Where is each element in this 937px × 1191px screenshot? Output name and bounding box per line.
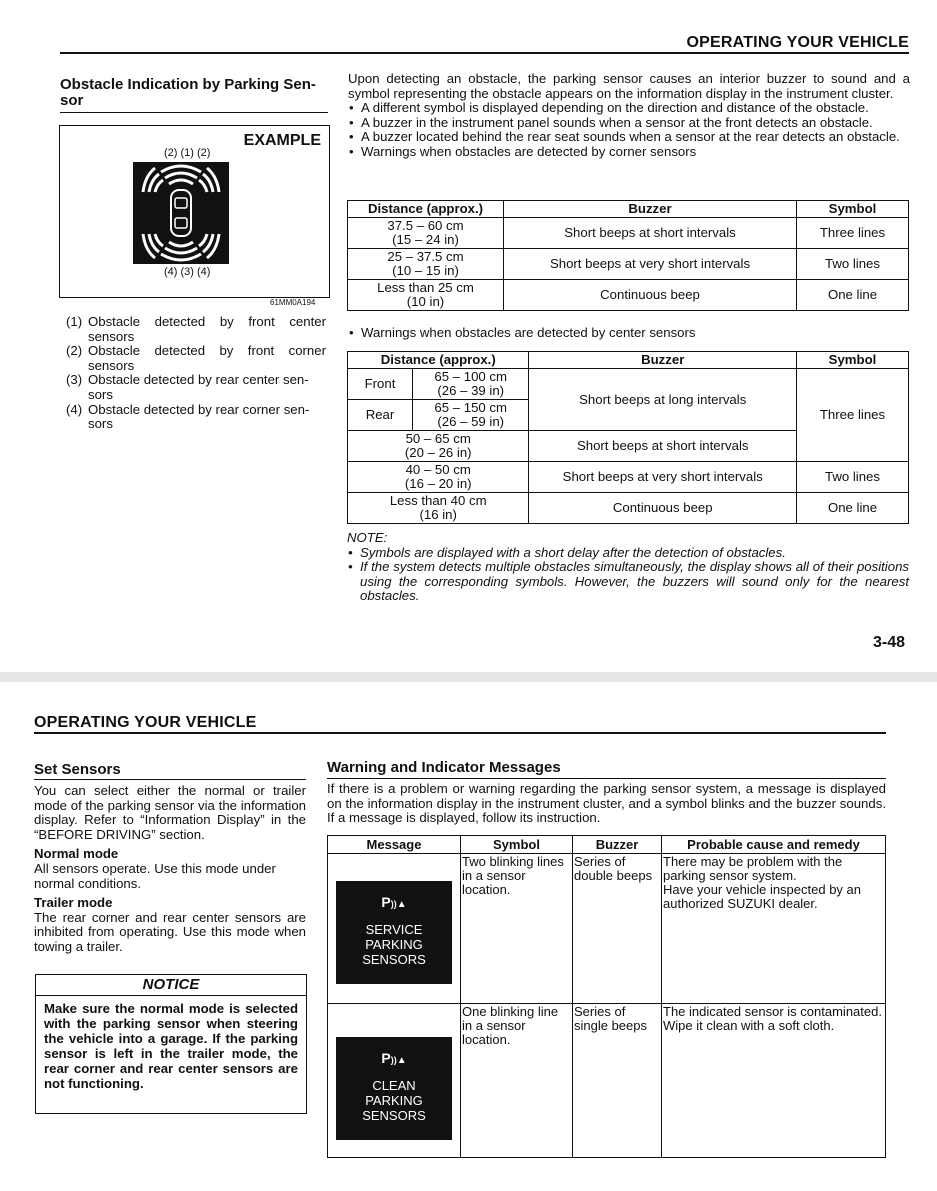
header-rule <box>34 732 886 734</box>
table-cell: Two lines <box>797 462 909 493</box>
message-cell <box>328 854 461 1004</box>
table-cell: One line <box>797 493 909 524</box>
normal-mode-title: Normal mode <box>34 846 119 862</box>
table-cell: 50 – 65 cm (20 – 26 in) <box>348 431 529 462</box>
symbol-cell: Two blinking lines in a sensor location. <box>461 854 573 1004</box>
intro-paragraph: Upon detecting an obstacle, the parking sensor causes an interior buzzer to sound and a symbol representing the obstacle appears on the information display in the instrument cluster. <box>348 71 910 101</box>
table-cell: Three lines <box>797 218 909 249</box>
section-rule <box>327 778 886 779</box>
manual-page-next <box>0 682 937 1191</box>
example-figure <box>59 125 330 298</box>
trailer-mode-title: Trailer mode <box>34 895 113 911</box>
bullet-item: • Warnings when obstacles are detected by corner sensors <box>348 145 910 160</box>
note-label: NOTE: <box>347 530 388 545</box>
legend-list <box>66 315 326 432</box>
bullet-item: • A different symbol is displayed depending on the direction and distance of the obstacle. <box>348 101 910 116</box>
table-cell: Front <box>348 369 413 400</box>
table-cell: Three lines <box>797 369 909 462</box>
table-cell: 25 – 37.5 cm (10 – 15 in) <box>348 249 504 280</box>
col-header: Distance (approx.) <box>348 201 504 218</box>
set-sensors-body <box>34 784 306 955</box>
col-header: Message <box>328 836 461 854</box>
table-row <box>328 1004 886 1158</box>
table-cell: 40 – 50 cm (16 – 20 in) <box>348 462 529 493</box>
figure-code: 61MM0A194 <box>270 298 316 307</box>
table-cell: Short beeps at very short intervals <box>529 462 797 493</box>
col-header: Buzzer <box>504 201 797 218</box>
bottom-callouts: (4) (3) (4) <box>164 266 211 278</box>
section-title: Obstacle Indication by Parking Sen- sor <box>60 76 316 109</box>
center-sensor-table <box>347 351 909 524</box>
remedy-cell: The indicated sensor is contaminated. Wipe it clean with a soft cloth. <box>662 1004 886 1158</box>
table-cell: One line <box>797 280 909 311</box>
table-cell: Less than 40 cm (16 in) <box>348 493 529 524</box>
table-cell: 65 – 100 cm (26 – 39 in) <box>413 369 529 400</box>
note-item: • Symbols are displayed with a short delay after the detection of obstacles. <box>347 546 909 561</box>
table-cell: 65 – 150 cm (26 – 59 in) <box>413 400 529 431</box>
warning-intro: If there is a problem or warning regarding the parking sensor system, a message is displayed on the information display in the instrument cluster, and a symbol blinks and the buzzer sounds. If a message is displayed, follow its instruction. <box>327 781 886 826</box>
display-message: CLEAN PARKING SENSORS <box>362 1078 426 1123</box>
set-sensors-text: You can select either the normal or trailer mode of the parking sensor via the information display. Refer to “Information Display” in the “BEFORE DRIVING” section. <box>34 783 306 842</box>
sensor-display <box>133 162 229 264</box>
service-parking-sensors-display <box>336 881 452 984</box>
parking-sensor-icon: P))▲ <box>381 894 407 910</box>
bullet-item: • A buzzer located behind the rear seat sounds when a sensor at the rear detects an obstacle. <box>348 130 910 145</box>
col-header: Probable cause and remedy <box>662 836 886 854</box>
trailer-mode-text: The rear corner and rear center sensors are inhibited from operating. Use this mode when towing a trailer. <box>34 909 306 954</box>
col-header: Symbol <box>797 352 909 369</box>
bullet-item: • A buzzer in the instrument panel sounds when a sensor at the front detects an obstacle. <box>348 116 910 131</box>
table-cell: Less than 25 cm (10 in) <box>348 280 504 311</box>
notice-box <box>35 974 307 1114</box>
warning-messages-title: Warning and Indicator Messages <box>327 759 561 776</box>
symbol-cell: One blinking line in a sensor location. <box>461 1004 573 1158</box>
col-header: Symbol <box>797 201 909 218</box>
table-cell: Rear <box>348 400 413 431</box>
buzzer-cell: Series of double beeps <box>573 854 662 1004</box>
parking-sensor-icon: P))▲ <box>381 1050 407 1066</box>
table-cell: Short beeps at very short intervals <box>504 249 797 280</box>
col-header: Symbol <box>461 836 573 854</box>
remedy-cell: There may be problem with the parking sensor system. Have your vehicle inspected by an authorized SUZUKI dealer. <box>662 854 886 1004</box>
table-cell: Two lines <box>797 249 909 280</box>
page-header: OPERATING YOUR VEHICLE <box>34 714 257 731</box>
table-cell: Short beeps at short intervals <box>529 431 797 462</box>
bullet-item: • Warnings when obstacles are detected by center sensors <box>348 326 921 341</box>
note-item: • If the system detects multiple obstacles simultaneously, the display shows all of their positions using the corresponding symbols. However, the buzzers will sound only for the nearest obstacles. <box>347 560 909 604</box>
col-header: Buzzer <box>529 352 797 369</box>
notice-title: NOTICE <box>36 975 306 996</box>
legend-item: (3) Obstacle detected by rear center sen-sors <box>66 372 309 402</box>
col-header: Distance (approx.) <box>348 352 529 369</box>
table-cell: 37.5 – 60 cm (15 – 24 in) <box>348 218 504 249</box>
legend-item: (4) Obstacle detected by rear corner sen-sors <box>66 401 310 432</box>
car-sensor-icon <box>133 162 229 264</box>
clean-parking-sensors-display <box>336 1037 452 1140</box>
col-header: Buzzer <box>573 836 662 854</box>
message-cell <box>328 1004 461 1158</box>
note-block <box>347 531 909 604</box>
table-cell: Continuous beep <box>504 280 797 311</box>
buzzer-cell: Series of single beeps <box>573 1004 662 1158</box>
top-callouts: (2) (1) (2) <box>164 147 211 159</box>
corner-sensor-table <box>347 200 909 311</box>
table-cell: Short beeps at long intervals <box>529 369 797 431</box>
table-cell: Short beeps at short intervals <box>504 218 797 249</box>
display-message: SERVICE PARKING SENSORS <box>362 922 426 967</box>
legend-item: (1) Obstacle detected by front center sensors <box>66 314 326 344</box>
table-cell: Continuous beep <box>529 493 797 524</box>
legend-item: (2) Obstacle detected by front corner sensors <box>66 343 326 373</box>
notice-text: Make sure the normal mode is selected with the parking sensor when steering the vehicle into a garage. If the parking sensor is left in the trailer mode, the rear corner and rear center sensors are not functioning. <box>44 1001 298 1091</box>
normal-mode-text: All sensors operate. Use this mode under normal conditions. <box>34 860 276 891</box>
table-row <box>328 854 886 1004</box>
page-gap <box>0 672 937 682</box>
page-number: 3-48 <box>872 634 905 651</box>
page-header: OPERATING YOUR VEHICLE <box>686 34 909 51</box>
warning-message-table <box>327 835 886 1158</box>
intro-block <box>348 72 910 160</box>
section-rule <box>34 779 306 780</box>
header-rule <box>60 52 909 54</box>
set-sensors-title: Set Sensors <box>34 761 121 778</box>
example-label: EXAMPLE <box>243 132 321 149</box>
section-rule <box>60 112 328 113</box>
